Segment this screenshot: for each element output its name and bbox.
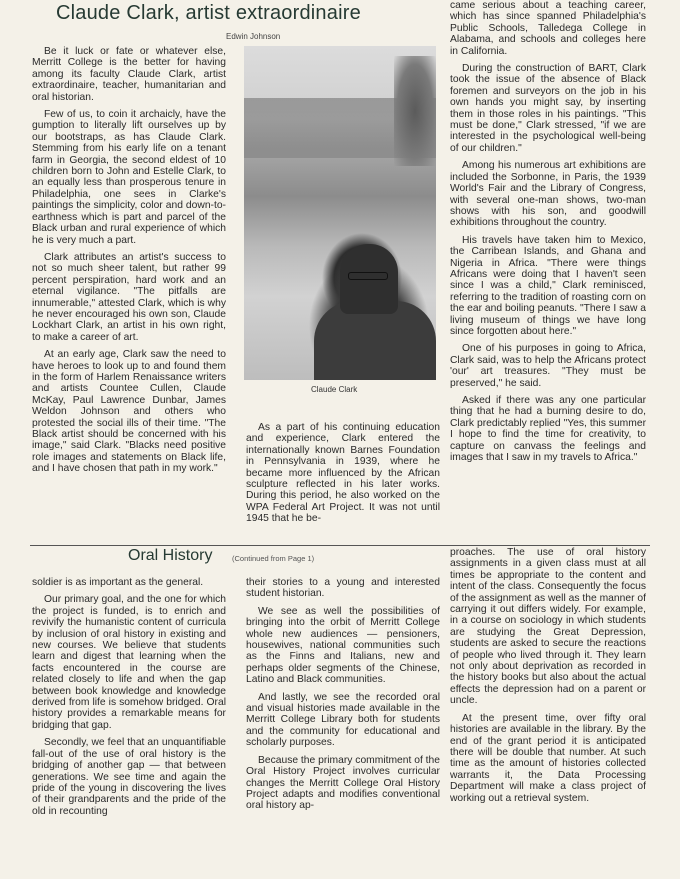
paragraph: Few of us, to coin it archaicly, have the gumption to literally lift ourselves up by our bootstraps, as has Claude Clark. Stemming from his early life on a tenant farm in Georgia, the second eldest of 10 children born to John and Estelle Clark, to an equally less than prosperous tenure in Philadelphia, one sees in Clarke's paintings the simplicity, color and down-to-earthness which is part and parcel of the Black urban and rural experience of which he is very much a part. — [32, 109, 226, 246]
section-divider — [30, 545, 650, 546]
byline: Edwin Johnson — [226, 32, 281, 41]
photo-caption: Claude Clark — [311, 385, 358, 394]
paragraph: And lastly, we see the recorded oral and visual histories made available in the Merritt College Library both for students and the community for educational and scholarly purposes. — [246, 691, 440, 749]
continued-note: (Continued from Page 1) — [232, 554, 315, 563]
paragraph: One of his purposes in going to Africa, Clark said, was to help the Africans protect 'our' art treasures. "They must be preserved," he said. — [450, 343, 646, 389]
portrait-photo — [244, 46, 436, 380]
paragraph: their stories to a young and interested student historian. — [246, 577, 440, 600]
paragraph: We see as well the possibilities of bringing into the orbit of Merritt College whole new audiences — pensioners, housewives, national communities such as the Finns and Italians, new and perhaps older segments of the Chinese, Latino and Black communities. — [246, 605, 440, 686]
paragraph: Among his numerous art exhibitions are included the Sorbonne, in Paris, the 1939 World's Fair and the Library of Congress, with several one-man shows, two-man shows with his son, and goodwill exhibitions throughout the country. — [450, 160, 646, 229]
paragraph: Our primary goal, and the one for which the project is funded, is to enrich and revivify the humanistic content of curricula by inclusion of oral history in existing and new courses. We believe that students learn and digest that learning when the facts encountered in the course are related closely to life and when the gap between book knowledge and knowledge derived from life is somehow bridged. Oral history provides a remarkable means for bridging that gap. — [32, 594, 226, 731]
article-column-1 — [32, 46, 226, 481]
paragraph: At the present time, over fifty oral histories are available in the library. By the end of the grant period it is anticipated there will be double that number. At such time as the amount of histories collected warrants it, the Data Processing Department will make a class project of working out a retrieval system. — [450, 712, 646, 804]
paragraph: came serious about a teaching career, which has since spanned Philadelphia's Public Schools, Talledega College in Alabama, and schools and colleges here in California. — [450, 0, 646, 57]
article-title: Claude Clark, artist extraordinaire — [56, 2, 361, 24]
section-title: Oral History — [128, 547, 213, 564]
paragraph: At an early age, Clark saw the need to have heroes to look up to and found them in the form of Harlem Renaissance writers and artists Countee Cullen, Claude McKay, Paul Lawrence Dunbar, James Weldon Johnson and others who protested the social ills of their time. "The Black artist should be concerned with his image," said Clark. "Blacks need positive role images and statements on Black life, and I have chosen that path in my work." — [32, 349, 226, 475]
paragraph: Be it luck or fate or whatever else, Merritt College is the better for having among its faculty Claude Clark, artist extraordinaire, teacher, humanitarian and oral historian. — [32, 46, 226, 103]
paragraph: As a part of his continuing education and experience, Clark entered the internationally known Barnes Foundation in Pennsylvania in 1939, where he became more influenced by the African sculpture reflected in his later works. During this period, he also worked on the WPA Federal Art Project. It was not until 1945 that he be- — [246, 422, 440, 525]
article-column-2 — [246, 422, 440, 531]
paragraph: proaches. The use of oral history assignments in a given class must at all times be appropriate to the content and intent of the class. Consequently the focus of the assignment as well as the manner of carrying it out differs widely. For example, in a course on sociology in which students are studying the Great Depression, students are asked to secure the reactions of people who lived through it. They learn not only about deprivation as recorded in the history books but also about the actual effects the depression had on a parent or uncle. — [450, 547, 646, 707]
paragraph: During the construction of BART, Clark took the issue of the absence of Black foremen and surveyors on the job in his own hands you might say, by inserting them in those roles in his paintings. "This must be done," Clark stressed, "if we are interested in the psychological well-being of our children." — [450, 63, 646, 154]
paragraph: soldier is as important as the general. — [32, 577, 204, 588]
photo-tree — [394, 56, 436, 166]
paragraph: Secondly, we feel that an unquantifiable fall-out of the use of oral history is the bridging of another gap — that between generations. We see time and again the pride of the young in discovering the lives of their grandparents and the pride of the old in recounting — [32, 737, 226, 817]
photo-glasses — [348, 272, 388, 280]
paragraph: Clark attributes an artist's success to not so much sheer talent, but rather 99 percent perspiration, hard work and an eternal vigilance. "The pitfalls are innumerable," attested Clark, which is why he never encouraged his own son, Claude Lockhart Clark, an artist in his own right, to make a career of art. — [32, 251, 226, 343]
paragraph: Because the primary commitment of the Oral History Project involves curricular changes the Merritt College Oral History Project adapts and modifies conventional oral history ap- — [246, 754, 440, 812]
paragraph: His travels have taken him to Mexico, the Carribean Islands, and Ghana and Nigeria in Africa. "There were things Africans were doing that I haven't seen since I was a child," Clark reminisced, referring to the tradition of roasting corn on the ear and boiling peanuts. "There I saw a living museum of things we have long since forgotten about here." — [450, 234, 646, 337]
oral-history-column-2 — [246, 577, 440, 818]
paragraph: Asked if there was any one particular thing that he had a burning desire to do, Clark predictably replied "Yes, this summer I hope to find the time for creativity, to capture on canvass the feelings and images that I saw in my travels to Africa." — [450, 395, 646, 464]
article-column-3 — [450, 0, 646, 469]
oral-history-column-3 — [450, 547, 646, 810]
oral-history-column-1 — [32, 577, 226, 823]
